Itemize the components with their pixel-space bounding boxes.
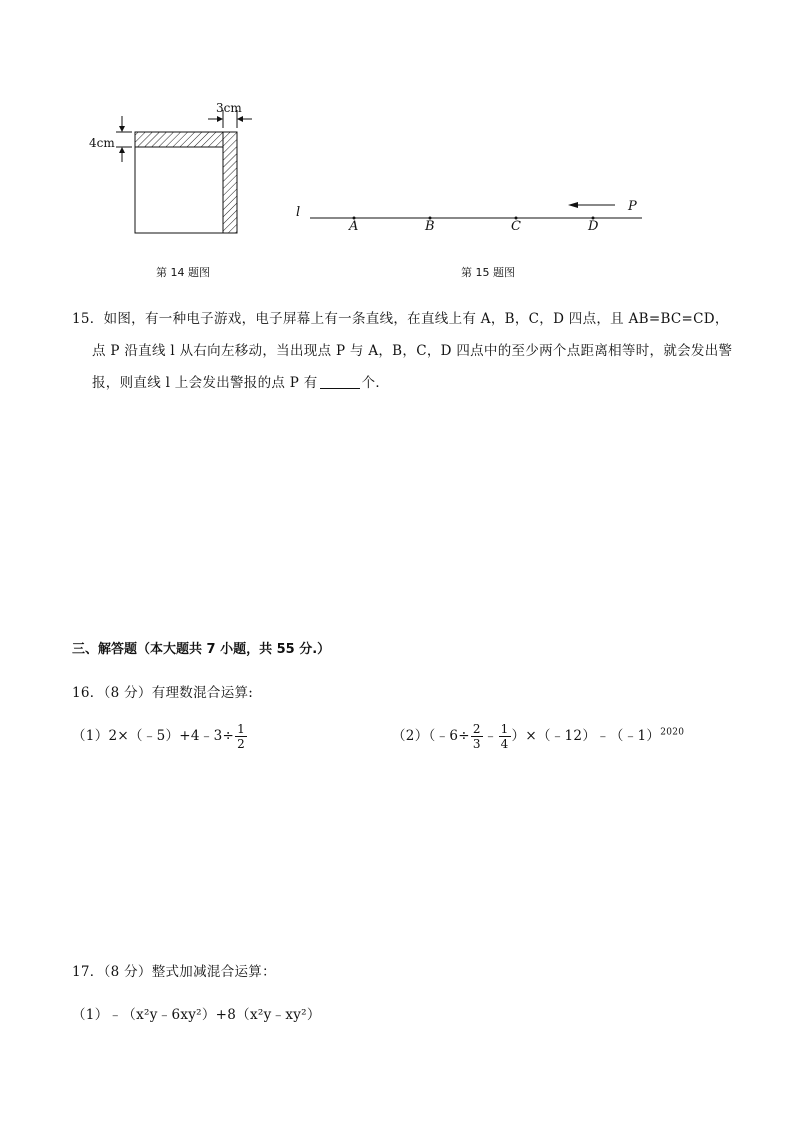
fig15-caption: 第 15 题图 [461,266,515,279]
point-p-label: P [628,199,637,214]
q15-line1: 15．如图，有一种电子游戏，电子屏幕上有一条直线，在直线上有 A，B，C，D 四点，且 AB=BC=CD， [72,311,729,327]
fig14-caption: 第 14 题图 [156,266,210,279]
top-shaded-strip [135,132,223,147]
fraction-denominator: 3 [472,737,481,751]
fraction-denominator: 4 [500,737,509,751]
q16-part2 [392,722,684,751]
q16-part2-exponent: 2020 [660,727,685,738]
q16-part2-expr-start: （2）（﹣6÷ [392,728,470,744]
fraction-denominator: 2 [237,737,246,751]
q16-part2-fraction-1 [471,722,483,751]
q15-line2: 点 P 沿直线 l 从右向左移动，当出现点 P 与 A，B，C，D 四点中的至少两个点距离相等时，就会发出警 [92,343,733,359]
q16-part1-fraction [235,722,247,751]
point-a-label: A [349,219,359,234]
q15-line3-text: 报，则直线 l 上会发出警报的点 P 有 [92,375,318,391]
fraction-numerator: 1 [237,722,246,736]
fraction-numerator: 1 [500,722,509,736]
q15-answer-blank[interactable] [320,376,360,389]
q16-part1-expr: （1）2×（﹣5）+4﹣3÷ [72,728,235,744]
point-d-label: D [588,219,599,234]
q17-title: 17．（8 分）整式加减混合运算： [72,964,276,980]
line-l-label: l [296,205,301,220]
figure-14 [80,98,260,238]
q16-title: 16．（8 分）有理数混合运算: [72,685,254,701]
point-c-label: C [511,219,521,234]
q15-line3 [92,371,389,391]
q16-part2-minus: ﹣ [483,728,498,744]
fig14-side-label: 4cm [89,136,115,150]
q15-line3-end: 个． [361,375,390,391]
section3-heading: 三、解答题（本大题共 7 小题，共 55 分.） [72,642,331,657]
fraction-numerator: 2 [472,722,481,736]
q16-part2-expr-end: ）×（﹣12）﹣（﹣1） [511,728,661,744]
q17-part1: （1）﹣（x²y﹣6xy²）+8（x²y﹣xy²） [72,1007,321,1023]
fig14-top-label: 3cm [216,101,242,115]
q16-part2-fraction-2 [499,722,511,751]
q16-part1 [72,722,248,751]
point-b-label: B [425,219,435,234]
right-shaded-strip [223,132,237,233]
